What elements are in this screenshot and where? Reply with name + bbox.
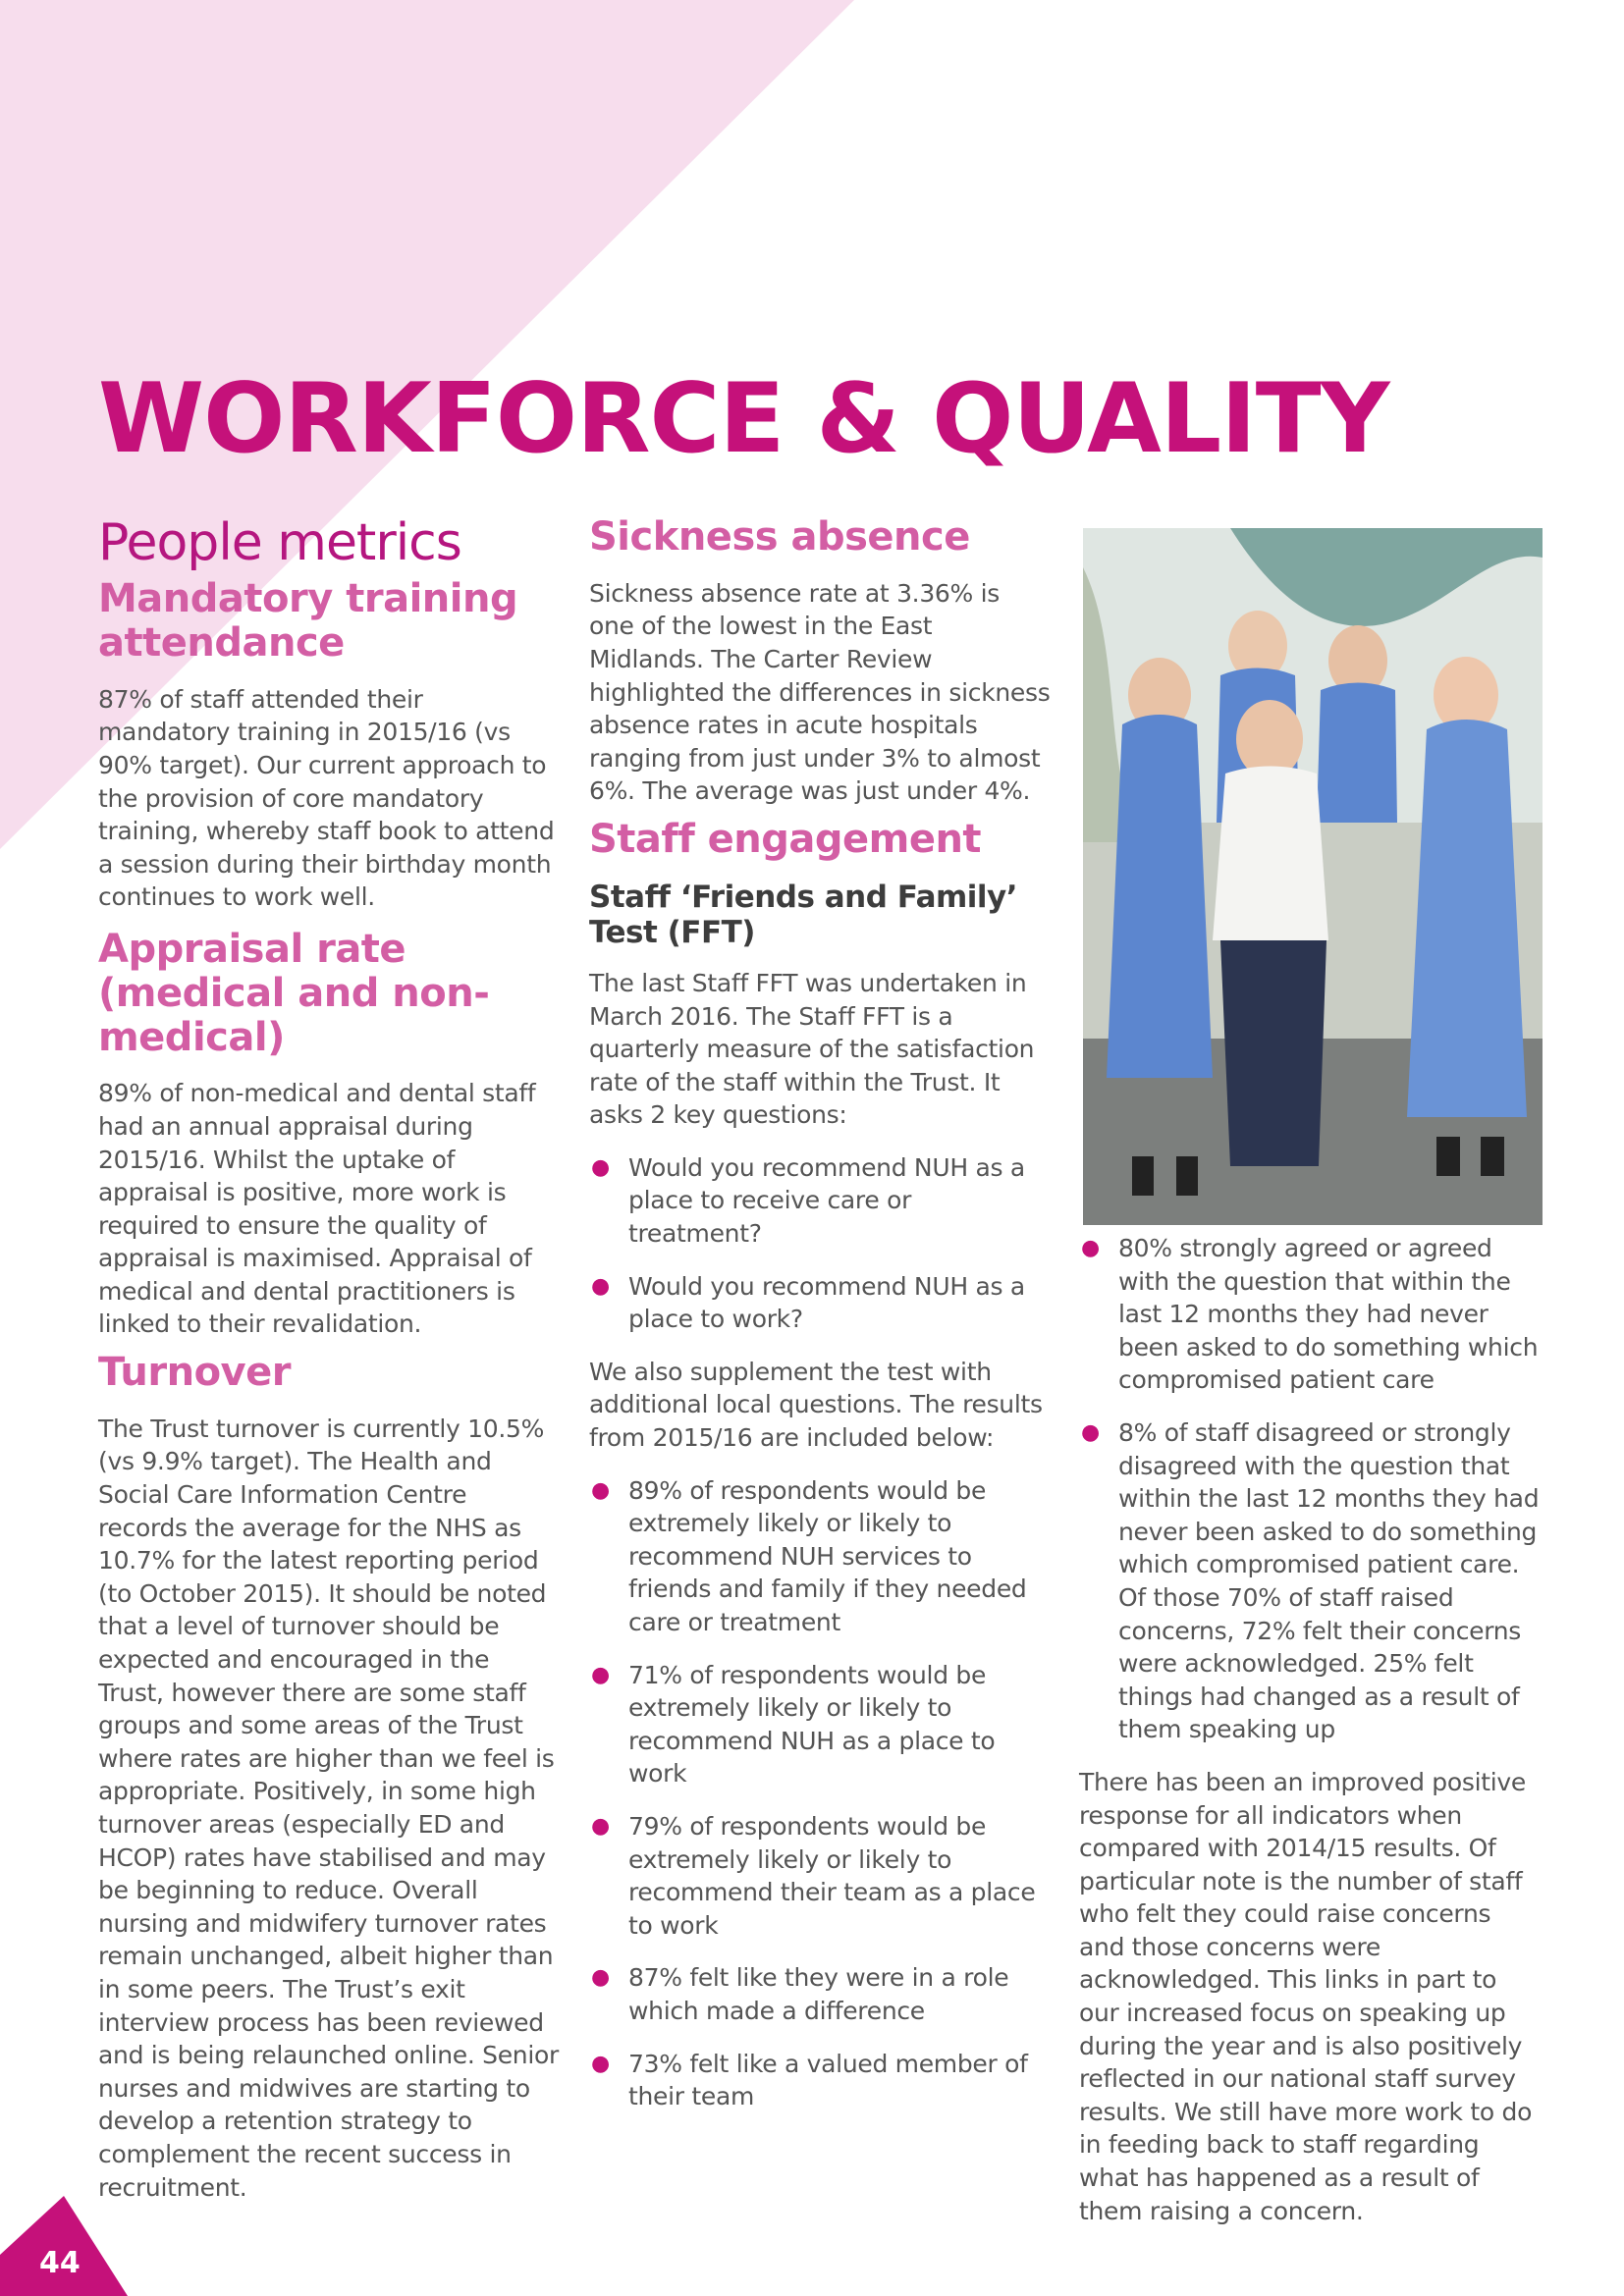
list-item: ● 87% felt like they were in a role which made a difference (591, 1963, 1009, 2025)
list-item: ● 73% felt like a valued member of their team (591, 2049, 1028, 2111)
bullet-icon: ● (591, 1662, 610, 1687)
bullet-icon: ● (591, 1477, 610, 1503)
list-item: ● Would you recommend NUH as a place to receive care or treatment? (591, 1152, 1025, 1249)
bullet-icon: ● (591, 1154, 610, 1180)
paragraph-staff-survey-summary: There has been an improved positive response for all indicators when compared with 2014/15 results. Of particular note is the number of staff who felt they could raise concerns and those concerns were acknowledged. This links in part to our increased focus on speaking up during the year and is also positively reflected in our national staff survey results. We still have more work to do in feeding back to staff regarding what has happened as a result of them raising a concern. (1079, 1767, 1533, 2225)
list-staff-survey (1079, 1232, 1541, 1746)
paragraph-fft-intro: The last Staff FFT was undertaken in March 2016. The Staff FFT is a quarterly measure of the satisfaction rate of the staff within the Trust. It asks 2 key questions: (589, 968, 1035, 1130)
list-item: ● 8% of staff disagreed or strongly disagreed with the question that within the last 12 months they had never been asked to do something which compromised patient care. Of those 70% of staff raised concerns, 72% felt their concerns were acknowledged. 25% felt things had changed as a result of them speaking up (1081, 1417, 1540, 1744)
paragraph-turnover: The Trust turnover is currently 10.5% (vs 9.9% target). The Health and Social Care Information Centre records the average for the NHS as 10.7% for the latest reporting period (to October 2015). It should be noted that a level of turnover should be expected and encouraged in the Trust, however there are some staff groups and some areas of the Trust where rates are higher than we feel is appropriate. Positively, in some high turnover areas (especially ED and HCOP) rates have stabilised and may be beginning to reduce. Overall nursing and midwifery turnover rates remain unchanged, albeit higher than in some peers. The Trust’s exit interview process has been reviewed and is being relaunched online. Senior nurses and midwives are starting to develop a retention strategy to complement the recent success in recruitment. (98, 1414, 559, 2202)
paragraph-mandatory-training: 87% of staff attended their mandatory training in 2015/16 (vs 90% target). Our current approach to the provision of core mandatory training, whereby staff book to attend a session during their birthday month continues to work well. (98, 684, 555, 912)
list-fft-questions (589, 1151, 1051, 1336)
paragraph-appraisal-rate: 89% of non-medical and dental staff had an annual appraisal during 2015/16. Whilst the uptake of appraisal is positive, more work is required to ensure the quality of appraisal is maximised. Appraisal of medical and dental practitioners is linked to their revalidation. (98, 1079, 536, 1339)
column-right (1079, 1232, 1541, 2237)
list-item: ● 79% of respondents would be extremely likely or likely to recommend their team as a place to work (591, 1811, 1036, 1940)
list-item: ● 80% strongly agreed or agreed with the question that within the last 12 months they had never been asked to do something which compromised patient care (1081, 1234, 1539, 1395)
heading-staff-engagement: Staff engagement (589, 816, 982, 862)
paragraph-fft-supplement: We also supplement the test with additional local questions. The results from 2015/16 are included below: (589, 1357, 1043, 1453)
column-middle (589, 515, 1051, 2133)
paragraph-sickness-absence: Sickness absence rate at 3.36% is one of the lowest in the East Midlands. The Carter Review highlighted the differences in sickness absence rates in acute hospitals ranging from just under 3% to almost 6%. The average was just under 4%. (589, 578, 1051, 806)
list-item: ● 71% of respondents would be extremely likely or likely to recommend NUH as a place to work (591, 1660, 996, 1789)
bullet-icon: ● (591, 1965, 610, 1991)
list-item: ● 89% of respondents would be extremely likely or likely to recommend NUH services to friends and family if they needed care or treatment (591, 1475, 1027, 1636)
bullet-icon: ● (1081, 1236, 1100, 1260)
page-title: WORKFORCE & QUALITY (98, 363, 1389, 475)
heading-appraisal-rate: Appraisal rate (medical and non-medical) (98, 926, 490, 1060)
heading-mandatory-training: Mandatory training attendance (98, 576, 518, 666)
subheading-staff-fft: Staff ‘Friends and Family’ Test (FFT) (589, 879, 1018, 951)
page-number: 44 (39, 2246, 81, 2280)
list-item: ● Would you recommend NUH as a place to work? (591, 1271, 1025, 1334)
heading-sickness-absence: Sickness absence (589, 514, 970, 560)
column-left (98, 515, 560, 2214)
section-title-people-metrics: People metrics (98, 513, 461, 572)
bullet-icon: ● (591, 1273, 610, 1299)
bullet-icon: ● (591, 1813, 610, 1839)
bullet-icon: ● (1081, 1419, 1100, 1445)
staff-group-photo (1083, 528, 1543, 1225)
heading-turnover: Turnover (98, 1350, 291, 1396)
list-fft-results (589, 1474, 1051, 2113)
bullet-icon: ● (591, 2051, 610, 2076)
